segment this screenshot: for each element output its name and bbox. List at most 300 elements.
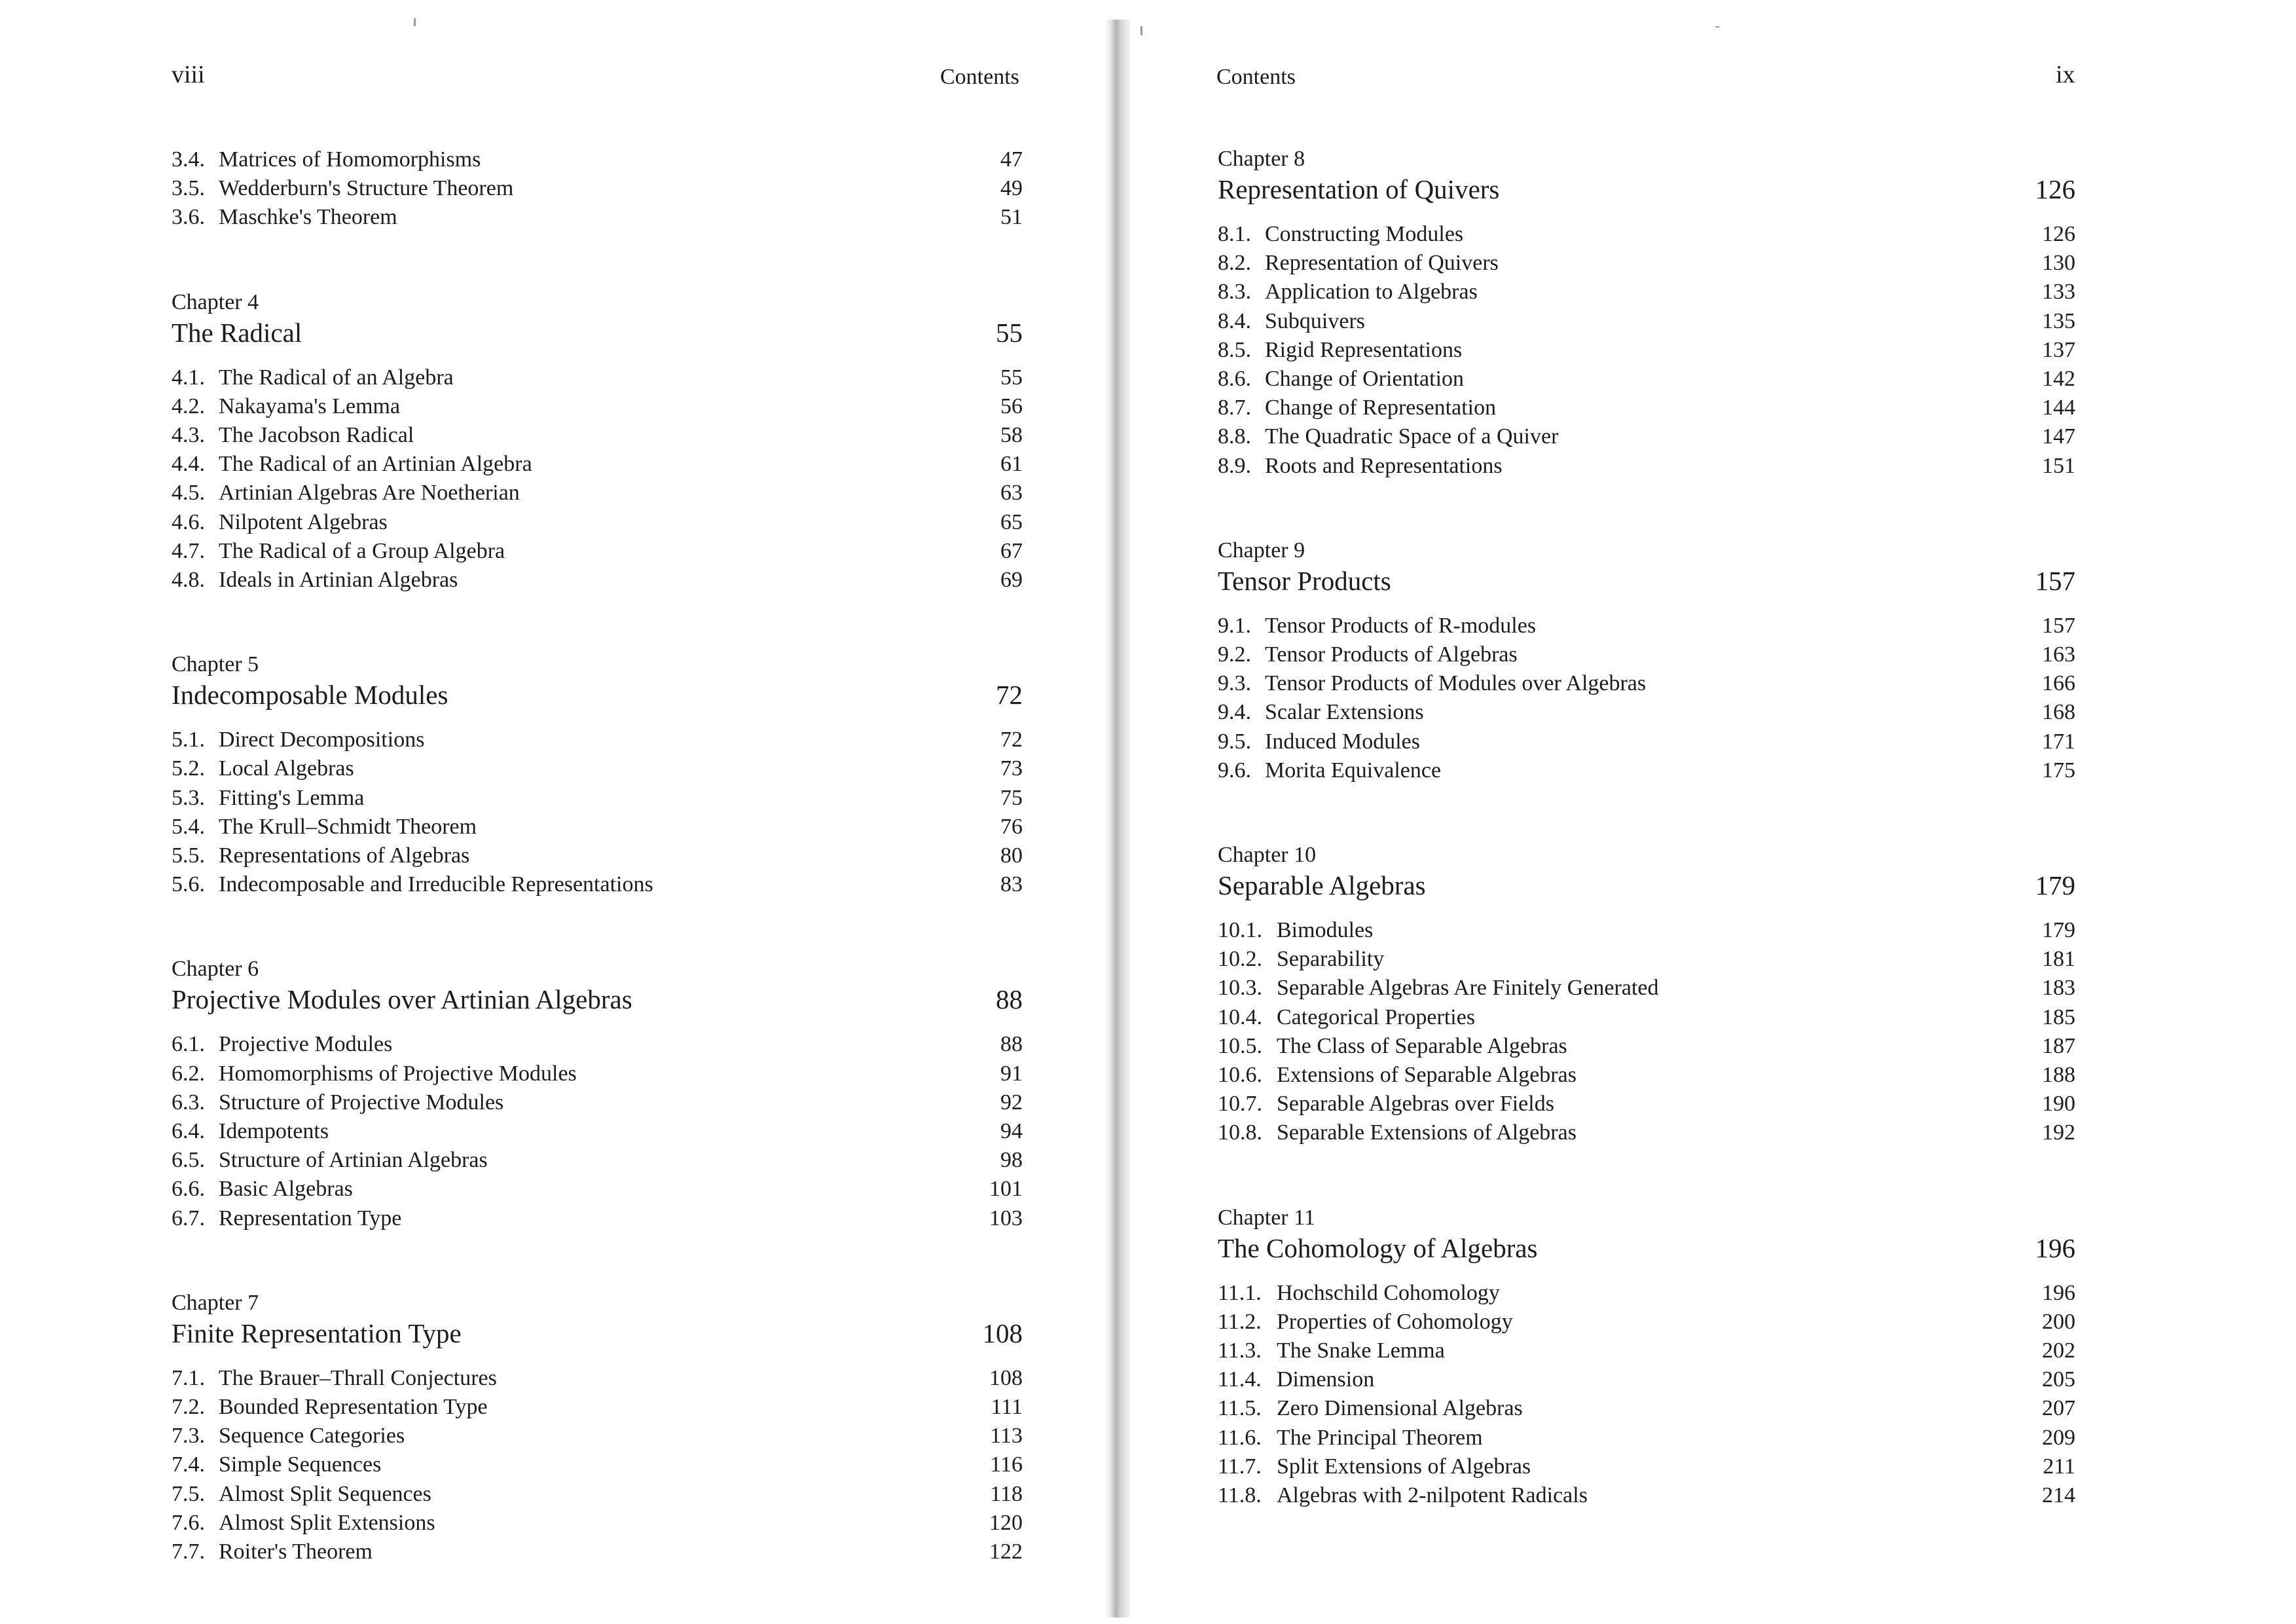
section-number: 8.4. xyxy=(1218,308,1251,333)
section-number: 11.6. xyxy=(1218,1425,1262,1450)
toc-section-entry xyxy=(1218,220,2075,249)
section-page-number: 202 xyxy=(2042,1338,2075,1363)
section-heading xyxy=(1218,220,1463,249)
section-title: Induced Modules xyxy=(1265,729,1421,754)
section-heading xyxy=(1218,422,1558,451)
scan-speck xyxy=(1715,26,1719,28)
toc-section-entry xyxy=(1218,669,2075,698)
section-number: 9.1. xyxy=(1218,613,1251,638)
section-heading xyxy=(1218,452,1503,481)
toc-section-entry xyxy=(172,1450,1023,1479)
toc-section-entry xyxy=(1218,394,2075,422)
section-page-number: 55 xyxy=(1000,365,1023,390)
chapter-label: Chapter 5 xyxy=(172,652,259,677)
section-heading xyxy=(1218,945,1384,974)
chapter-page-number: 179 xyxy=(2035,870,2075,901)
section-number: 10.4. xyxy=(1218,1005,1262,1029)
section-heading xyxy=(172,1060,577,1088)
section-page-number: 205 xyxy=(2042,1367,2075,1392)
chapter-label: Chapter 7 xyxy=(172,1290,259,1315)
section-page-number: 108 xyxy=(989,1365,1023,1390)
section-number: 4.5. xyxy=(172,481,205,506)
toc-chapter xyxy=(172,1289,1023,1566)
chapter-title: Indecomposable Modules xyxy=(172,680,448,710)
section-title: The Brauer–Thrall Conjectures xyxy=(219,1365,497,1390)
section-heading xyxy=(172,1117,329,1146)
toc-section-entry xyxy=(1218,640,2075,669)
toc-section-entry xyxy=(172,392,1023,421)
section-title: The Krull–Schmidt Theorem xyxy=(219,814,477,839)
scan-speck xyxy=(414,18,416,26)
section-page-number: 72 xyxy=(1000,728,1023,752)
section-heading xyxy=(1218,916,1373,945)
section-number: 8.7. xyxy=(1218,396,1251,420)
section-page-number: 118 xyxy=(990,1481,1023,1506)
section-heading xyxy=(1218,728,1420,756)
section-number: 3.5. xyxy=(172,176,205,201)
section-page-number: 61 xyxy=(1000,452,1023,477)
chapter-label: Chapter 10 xyxy=(1218,843,1317,868)
section-heading xyxy=(1218,365,1464,394)
section-title: Zero Dimensional Algebras xyxy=(1277,1396,1523,1421)
section-title: Maschke's Theorem xyxy=(219,205,397,230)
section-number: 9.2. xyxy=(1218,642,1251,667)
toc-section-entry xyxy=(172,479,1023,507)
toc-section-entry xyxy=(172,1060,1023,1088)
right-running-head: Contents xyxy=(1216,65,1296,89)
section-page-number: 147 xyxy=(2042,424,2075,449)
chapter-title: Separable Algebras xyxy=(1218,870,1426,901)
section-number: 10.7. xyxy=(1218,1092,1262,1116)
section-page-number: 185 xyxy=(2042,1005,2075,1029)
section-heading xyxy=(1218,1032,1567,1061)
section-title: Separability xyxy=(1277,947,1385,972)
section-number: 4.8. xyxy=(172,568,205,593)
section-title: Representations of Algebras xyxy=(219,843,470,868)
toc-section-entry xyxy=(172,1393,1023,1422)
toc-chapter xyxy=(1218,841,2075,1148)
section-title: The Class of Separable Algebras xyxy=(1277,1033,1567,1058)
toc-section-entry xyxy=(172,1364,1023,1393)
section-number: 6.2. xyxy=(172,1061,205,1086)
section-number: 4.7. xyxy=(172,538,205,563)
section-page-number: 135 xyxy=(2042,308,2075,333)
section-heading xyxy=(172,145,481,174)
section-heading xyxy=(172,537,505,566)
toc-chapter xyxy=(1218,145,2075,481)
section-page-number: 73 xyxy=(1000,756,1023,781)
section-number: 8.1. xyxy=(1218,222,1251,246)
toc-section-entry xyxy=(1218,422,2075,451)
section-title: Local Algebras xyxy=(219,756,354,781)
toc-section-entry xyxy=(172,870,1023,899)
section-heading xyxy=(172,1146,488,1175)
section-page-number: 92 xyxy=(1000,1090,1023,1115)
toc-section-entry xyxy=(172,203,1023,232)
section-page-number: 190 xyxy=(2042,1092,2075,1116)
chapter-title: The Radical xyxy=(172,317,302,348)
section-heading xyxy=(172,363,454,392)
section-number: 8.5. xyxy=(1218,337,1251,362)
section-page-number: 75 xyxy=(1000,785,1023,810)
section-page-number: 67 xyxy=(1000,538,1023,563)
section-heading xyxy=(172,1480,431,1509)
section-heading xyxy=(1218,669,1646,698)
section-title: Homomorphisms of Projective Modules xyxy=(219,1061,577,1086)
toc-section-entry xyxy=(172,1422,1023,1450)
toc-section-entry xyxy=(1218,1003,2075,1032)
section-title: Scalar Extensions xyxy=(1265,700,1424,725)
section-title: Bounded Representation Type xyxy=(219,1395,488,1420)
section-page-number: 49 xyxy=(1000,176,1023,201)
toc-section-entry xyxy=(172,508,1023,537)
section-page-number: 151 xyxy=(2042,453,2075,478)
toc-section-entry xyxy=(1218,1090,2075,1118)
toc-section-entry xyxy=(1218,336,2075,365)
section-title: The Principal Theorem xyxy=(1277,1425,1483,1450)
section-title: Split Extensions of Algebras xyxy=(1277,1454,1531,1479)
section-number: 6.5. xyxy=(172,1148,205,1173)
section-page-number: 116 xyxy=(990,1452,1023,1477)
section-title: Projective Modules xyxy=(219,1032,393,1057)
section-page-number: 163 xyxy=(2042,642,2075,667)
section-heading xyxy=(1218,1061,1576,1090)
section-title: Tensor Products of Algebras xyxy=(1265,642,1518,667)
section-heading xyxy=(1218,612,1536,640)
chapter-title-row xyxy=(1218,564,2075,597)
section-number: 7.4. xyxy=(172,1452,205,1477)
section-page-number: 113 xyxy=(990,1424,1023,1449)
section-page-number: 142 xyxy=(2042,367,2075,392)
section-heading xyxy=(1218,974,1658,1003)
toc-section-entry xyxy=(172,726,1023,754)
section-number: 11.1. xyxy=(1218,1280,1262,1305)
toc-section-entry xyxy=(1218,365,2075,394)
section-number: 7.5. xyxy=(172,1481,205,1506)
toc-continuation xyxy=(172,145,1023,232)
section-title: Wedderburn's Structure Theorem xyxy=(219,176,514,201)
section-number: 6.7. xyxy=(172,1206,205,1230)
toc-section-entry xyxy=(1218,698,2075,727)
section-heading xyxy=(1218,640,1518,669)
section-page-number: 133 xyxy=(2042,280,2075,304)
section-page-number: 58 xyxy=(1000,423,1023,448)
section-page-number: 83 xyxy=(1000,872,1023,897)
section-title: Indecomposable and Irreducible Representations xyxy=(219,872,653,897)
left-folio: viii xyxy=(172,61,205,88)
section-title: Dimension xyxy=(1277,1367,1375,1392)
toc-section-entry xyxy=(172,841,1023,870)
chapter-page-number: 88 xyxy=(996,984,1023,1015)
section-number: 5.1. xyxy=(172,728,205,752)
section-page-number: 183 xyxy=(2042,976,2075,1001)
section-heading xyxy=(1218,1308,1513,1337)
section-heading xyxy=(172,392,400,421)
section-number: 3.6. xyxy=(172,205,205,230)
toc-section-entry xyxy=(172,1480,1023,1509)
chapter-label: Chapter 4 xyxy=(172,289,259,314)
section-number: 5.3. xyxy=(172,785,205,810)
section-page-number: 175 xyxy=(2042,758,2075,783)
chapter-title-row xyxy=(172,316,1023,349)
toc-section-entry xyxy=(172,784,1023,813)
chapter-title: The Cohomology of Algebras xyxy=(1218,1232,1538,1263)
chapter-title-row xyxy=(1218,173,2075,206)
section-number: 7.6. xyxy=(172,1510,205,1535)
section-heading xyxy=(1218,1090,1554,1118)
section-number: 7.2. xyxy=(172,1395,205,1420)
left-toc-column xyxy=(172,145,1023,1623)
section-number: 10.1. xyxy=(1218,918,1262,943)
section-page-number: 166 xyxy=(2042,671,2075,696)
section-page-number: 207 xyxy=(2042,1396,2075,1421)
section-heading xyxy=(1218,394,1496,422)
toc-section-entry xyxy=(172,1509,1023,1538)
toc-section-entry xyxy=(1218,1308,2075,1337)
section-number: 7.7. xyxy=(172,1540,205,1564)
section-number: 11.4. xyxy=(1218,1367,1262,1392)
section-page-number: 120 xyxy=(989,1510,1023,1535)
toc-section-entry xyxy=(172,1088,1023,1117)
toc-section-entry xyxy=(1218,1424,2075,1452)
section-page-number: 101 xyxy=(989,1177,1023,1202)
section-page-number: 56 xyxy=(1000,394,1023,418)
chapter-page-number: 108 xyxy=(982,1318,1023,1348)
section-number: 8.9. xyxy=(1218,453,1251,478)
section-title: Separable Algebras over Fields xyxy=(1277,1092,1554,1116)
section-number: 6.3. xyxy=(172,1090,205,1115)
chapter-title: Tensor Products xyxy=(1218,565,1391,596)
section-page-number: 130 xyxy=(2042,251,2075,276)
section-title: Roiter's Theorem xyxy=(219,1540,373,1564)
section-number: 8.3. xyxy=(1218,280,1251,304)
toc-section-entry xyxy=(172,1204,1023,1233)
section-page-number: 196 xyxy=(2042,1280,2075,1305)
section-number: 11.2. xyxy=(1218,1309,1262,1334)
section-number: 8.8. xyxy=(1218,424,1251,449)
toc-chapter xyxy=(172,289,1023,595)
section-number: 6.6. xyxy=(172,1177,205,1202)
book-gutter xyxy=(1104,20,1130,1617)
toc-section-entry xyxy=(172,174,1023,203)
section-page-number: 188 xyxy=(2042,1063,2075,1088)
toc-section-entry xyxy=(1218,1481,2075,1510)
section-number: 9.4. xyxy=(1218,700,1251,725)
section-title: The Radical of a Group Algebra xyxy=(219,538,505,563)
section-heading xyxy=(1218,698,1424,727)
section-title: Separable Algebras Are Finitely Generated xyxy=(1277,976,1659,1001)
section-heading xyxy=(1218,278,1478,306)
section-title: Hochschild Cohomology xyxy=(1277,1280,1500,1305)
section-title: Constructing Modules xyxy=(1265,222,1464,246)
section-title: Almost Split Extensions xyxy=(219,1510,435,1535)
section-page-number: 111 xyxy=(991,1395,1023,1420)
section-number: 3.4. xyxy=(172,147,205,172)
toc-section-entry xyxy=(1218,612,2075,640)
section-title: Sequence Categories xyxy=(219,1424,405,1449)
section-title: Simple Sequences xyxy=(219,1452,382,1477)
section-title: Representation Type xyxy=(219,1206,402,1230)
section-title: Nilpotent Algebras xyxy=(219,509,388,534)
toc-section-entry xyxy=(1218,945,2075,974)
section-heading xyxy=(1218,1003,1475,1032)
section-page-number: 103 xyxy=(989,1206,1023,1230)
section-title: Algebras with 2-nilpotent Radicals xyxy=(1277,1483,1588,1508)
section-number: 11.8. xyxy=(1218,1483,1262,1508)
section-number: 4.2. xyxy=(172,394,205,418)
toc-section-entry xyxy=(1218,1452,2075,1481)
toc-section-entry xyxy=(172,145,1023,174)
section-heading xyxy=(1218,1365,1374,1394)
chapter-label: Chapter 6 xyxy=(172,957,259,982)
chapter-title: Finite Representation Type xyxy=(172,1318,462,1348)
section-title: Change of Representation xyxy=(1265,396,1497,420)
toc-section-entry xyxy=(172,363,1023,392)
section-number: 11.7. xyxy=(1218,1454,1262,1479)
section-page-number: 126 xyxy=(2042,222,2075,246)
section-number: 11.3. xyxy=(1218,1338,1262,1363)
section-number: 10.6. xyxy=(1218,1063,1262,1088)
section-page-number: 187 xyxy=(2042,1033,2075,1058)
section-heading xyxy=(1218,1481,1588,1510)
section-title: Idempotents xyxy=(219,1119,329,1144)
section-page-number: 51 xyxy=(1000,205,1023,230)
section-page-number: 181 xyxy=(2042,947,2075,972)
toc-chapter xyxy=(1218,537,2075,785)
section-page-number: 94 xyxy=(1000,1119,1023,1144)
toc-section-entry xyxy=(1218,1118,2075,1147)
section-title: The Jacobson Radical xyxy=(219,423,414,448)
section-title: The Snake Lemma xyxy=(1277,1338,1445,1363)
section-page-number: 211 xyxy=(2043,1454,2075,1479)
section-title: Ideals in Artinian Algebras xyxy=(219,568,458,593)
section-number: 10.3. xyxy=(1218,976,1262,1001)
section-title: The Radical of an Artinian Algebra xyxy=(219,452,532,477)
section-heading xyxy=(1218,307,1365,336)
section-page-number: 214 xyxy=(2042,1483,2075,1508)
section-heading xyxy=(1218,249,1499,278)
section-heading xyxy=(172,1450,381,1479)
chapter-label: Chapter 11 xyxy=(1218,1205,1315,1230)
section-title: Tensor Products of R-modules xyxy=(1265,613,1537,638)
section-page-number: 88 xyxy=(1000,1032,1023,1057)
chapter-page-number: 126 xyxy=(2035,174,2075,204)
section-title: Artinian Algebras Are Noetherian xyxy=(219,481,520,506)
section-page-number: 144 xyxy=(2042,396,2075,420)
section-title: Nakayama's Lemma xyxy=(219,394,401,418)
toc-section-entry xyxy=(1218,728,2075,756)
section-number: 7.3. xyxy=(172,1424,205,1449)
section-number: 9.5. xyxy=(1218,729,1251,754)
section-heading xyxy=(172,203,397,232)
toc-chapter xyxy=(1218,1204,2075,1511)
toc-section-entry xyxy=(1218,1365,2075,1394)
section-heading xyxy=(172,1422,405,1450)
section-heading xyxy=(172,870,653,899)
section-heading xyxy=(172,813,477,841)
section-number: 5.2. xyxy=(172,756,205,781)
section-title: Tensor Products of Modules over Algebras xyxy=(1265,671,1647,696)
toc-section-entry xyxy=(172,1117,1023,1146)
chapter-page-number: 72 xyxy=(996,680,1023,710)
section-page-number: 157 xyxy=(2042,613,2075,638)
section-title: Categorical Properties xyxy=(1277,1005,1476,1029)
toc-section-entry xyxy=(1218,756,2075,785)
section-title: Extensions of Separable Algebras xyxy=(1277,1063,1576,1088)
section-page-number: 63 xyxy=(1000,481,1023,506)
section-heading xyxy=(172,421,414,450)
toc-section-entry xyxy=(1218,1337,2075,1365)
section-title: Representation of Quivers xyxy=(1265,251,1499,276)
toc-section-entry xyxy=(172,421,1023,450)
section-number: 8.2. xyxy=(1218,251,1251,276)
section-page-number: 179 xyxy=(2042,918,2075,943)
chapter-label: Chapter 9 xyxy=(1218,538,1305,563)
section-heading xyxy=(1218,1424,1483,1452)
section-title: Morita Equivalence xyxy=(1265,758,1442,783)
section-heading xyxy=(172,784,364,813)
section-heading xyxy=(1218,1452,1531,1481)
toc-section-entry xyxy=(1218,249,2075,278)
section-page-number: 47 xyxy=(1000,147,1023,172)
section-heading xyxy=(172,726,424,754)
section-title: Rigid Representations xyxy=(1265,337,1463,362)
section-title: Structure of Artinian Algebras xyxy=(219,1148,488,1173)
toc-section-entry xyxy=(172,1538,1023,1566)
section-heading xyxy=(172,754,354,783)
section-page-number: 209 xyxy=(2042,1425,2075,1450)
section-heading xyxy=(172,1538,373,1566)
section-number: 8.6. xyxy=(1218,367,1251,392)
section-heading xyxy=(172,479,520,507)
toc-section-entry xyxy=(1218,916,2075,945)
section-title: Bimodules xyxy=(1277,918,1374,943)
section-heading xyxy=(172,508,388,537)
toc-section-entry xyxy=(1218,1279,2075,1308)
chapter-title-row xyxy=(1218,869,2075,902)
chapter-title-row xyxy=(172,678,1023,711)
section-title: The Quadratic Space of a Quiver xyxy=(1265,424,1559,449)
chapter-title-row xyxy=(1218,1232,2075,1264)
chapter-page-number: 196 xyxy=(2035,1232,2075,1263)
toc-section-entry xyxy=(172,566,1023,595)
section-number: 6.1. xyxy=(172,1032,205,1057)
section-number: 10.2. xyxy=(1218,947,1262,972)
section-page-number: 200 xyxy=(2042,1309,2075,1334)
section-heading xyxy=(1218,1394,1523,1423)
section-title: The Radical of an Algebra xyxy=(219,365,454,390)
section-page-number: 80 xyxy=(1000,843,1023,868)
toc-section-entry xyxy=(172,813,1023,841)
section-page-number: 65 xyxy=(1000,509,1023,534)
toc-section-entry xyxy=(172,537,1023,566)
section-page-number: 122 xyxy=(989,1540,1023,1564)
section-heading xyxy=(172,1509,435,1538)
section-page-number: 98 xyxy=(1000,1148,1023,1173)
toc-section-entry xyxy=(1218,1061,2075,1090)
section-title: Roots and Representations xyxy=(1265,453,1503,478)
section-title: Almost Split Sequences xyxy=(219,1481,431,1506)
section-number: 5.6. xyxy=(172,872,205,897)
chapter-page-number: 55 xyxy=(996,317,1023,348)
section-title: Subquivers xyxy=(1265,308,1365,333)
section-number: 4.1. xyxy=(172,365,205,390)
section-heading xyxy=(1218,336,1462,365)
toc-section-entry xyxy=(172,1175,1023,1204)
section-heading xyxy=(172,1175,353,1204)
section-number: 9.3. xyxy=(1218,671,1251,696)
section-number: 10.5. xyxy=(1218,1033,1262,1058)
